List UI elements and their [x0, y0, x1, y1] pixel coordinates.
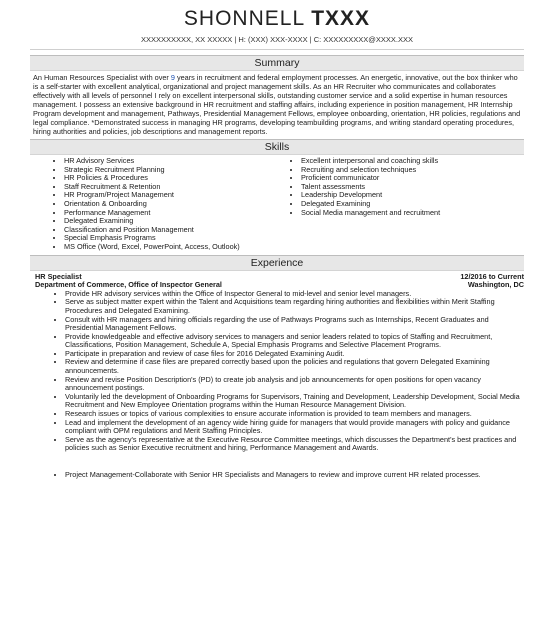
- summary-years: 9: [170, 73, 175, 82]
- duty-item: • Participate in preparation and review of case files for 2016 Delegated Examining Audit.: [65, 350, 524, 359]
- candidate-name: [0, 7, 554, 31]
- job-duties: [35, 290, 524, 453]
- contact-line: XXXXXXXXXX, XX XXXXX | H: (XXX) XXX-XXXX | C: XXXXXXXXX@XXXX.XXX: [30, 35, 524, 50]
- summary-text: [33, 73, 524, 136]
- skill-item: • Staff Recruitment & Retention: [64, 183, 287, 192]
- skill-item: • Social Media management and recruitment: [301, 209, 524, 218]
- job-dates: 12/2016 to Current: [460, 271, 524, 281]
- skills-left-column: [30, 157, 287, 252]
- duty-item: • Review and determine if case files are prepared correctly based upon the policies and regulations that govern Delegated Examining announcements.: [65, 358, 524, 375]
- skill-item: • Orientation & Onboarding: [64, 200, 287, 209]
- duty-item: • Consult with HR managers and hiring officials regarding the use of Pathways Programs such as Internships, Recent Graduates and Presidential Management Fellows.: [65, 316, 524, 333]
- skill-item: • Talent assessments: [301, 183, 524, 192]
- duty-item: • Provide knowledgeable and effective advisory services to managers and senior leaders related to topics of Staffing and Recruitment, Classifications, Position Management, Schedule A, Special Emphasis Programs and Selective Placement Programs.: [65, 333, 524, 350]
- first-name: SHONNELL: [183, 7, 305, 30]
- job-title: HR Specialist: [35, 271, 82, 281]
- skill-item: • Performance Management: [64, 209, 287, 218]
- job-employer: Department of Commerce, Office of Inspector General: [35, 280, 222, 290]
- duty-item: • Serve as the agency's representative at the Executive Resource Committee meetings, which discusses the Department's best practices and policies such as Senior Executive recruitment and hiring, Performance Management and Awards.: [65, 436, 524, 453]
- experience-heading: Experience: [30, 255, 524, 271]
- skill-item: • Classification and Position Management: [64, 226, 287, 235]
- skill-item: • Delegated Examining: [64, 217, 287, 226]
- summary-pre: An Human Resources Specialist with over: [33, 73, 171, 82]
- duty-item: • Voluntarily led the development of Onboarding Programs for Supervisors, Training and Development, Leadership Development, Social Media Recruitment and New Employee Orientation programs within the Human Resource Management Division.: [65, 393, 524, 410]
- duty-item: • Lead and implement the development of an agency wide hiring guide for managers that would provide managers with policy and guidance compliant with OPM regulations and Merit Staffing Principles.: [65, 419, 524, 436]
- skill-item: • Excellent interpersonal and coaching skills: [301, 157, 524, 166]
- skills-right-column: [287, 157, 524, 252]
- job-location: Washington, DC: [467, 280, 524, 290]
- duty-item: • Research issues or topics of various complexities to ensure accurate information is provided to team members and managers.: [65, 410, 524, 419]
- summary-heading: Summary: [30, 55, 524, 71]
- duty-item: • Provide HR advisory services within the Office of Inspector General to mid-level and senior level managers.: [65, 290, 524, 299]
- skills-list: [30, 157, 524, 252]
- duty-item: • Review and revise Position Description's (PD) to create job analysis and job announcements for open positions for open vacancy announcement postings.: [65, 376, 524, 393]
- skills-heading: Skills: [30, 139, 524, 155]
- skill-item: • HR Program/Project Management: [64, 191, 287, 200]
- job-duties-extra: [35, 471, 524, 480]
- skill-item: • Recruiting and selection techniques: [301, 166, 524, 175]
- skill-item: • Strategic Recruitment Planning: [64, 166, 287, 175]
- duty-item: • Project Management-Collaborate with Senior HR Specialists and Managers to review and improve current HR related processes.: [65, 471, 524, 480]
- skill-item: • Delegated Examining: [301, 200, 524, 209]
- skill-item: • Special Emphasis Programs: [64, 234, 287, 243]
- skill-item: • Leadership Development: [301, 191, 524, 200]
- summary-post: years in recruitment and federal employment processes. An energetic, innovative, out the box thinker who is a self-starter with excellent analytical, organizational and project management skills. As an HR Recruiter who communicates and collaborates effectively with all levels of personnel I rely on excellent interpersonal skills, outstanding customer service and a solid expertise in human resources management. I possess an extensive background in HR recruitment and staffing affairs, including experience in position management, HR Internship Program development and management, Pathways, Presidential Management Fellows, employee onboarding, orientation, HR policies, regulations and legal compliance. *Demonstrated success in managing HR programs, developing teambuilding programs, and writing standard operating procedures, hiring authorities and policies, job descriptions and management reports.: [33, 73, 521, 136]
- skill-item: • HR Policies & Procedures: [64, 174, 287, 183]
- job-entry: [35, 273, 524, 480]
- duty-item: • Serve as subject matter expert within the Talent and Acquisitions team regarding hiring authorities and flexibilities within Merit Staffing Procedures and Delegated Examining.: [65, 298, 524, 315]
- skill-item: • HR Advisory Services: [64, 157, 287, 166]
- skill-item: • MS Office (Word, Excel, PowerPoint, Access, Outlook): [64, 243, 287, 252]
- skill-item: • Proficient communicator: [301, 174, 524, 183]
- last-name: TXXX: [311, 7, 371, 30]
